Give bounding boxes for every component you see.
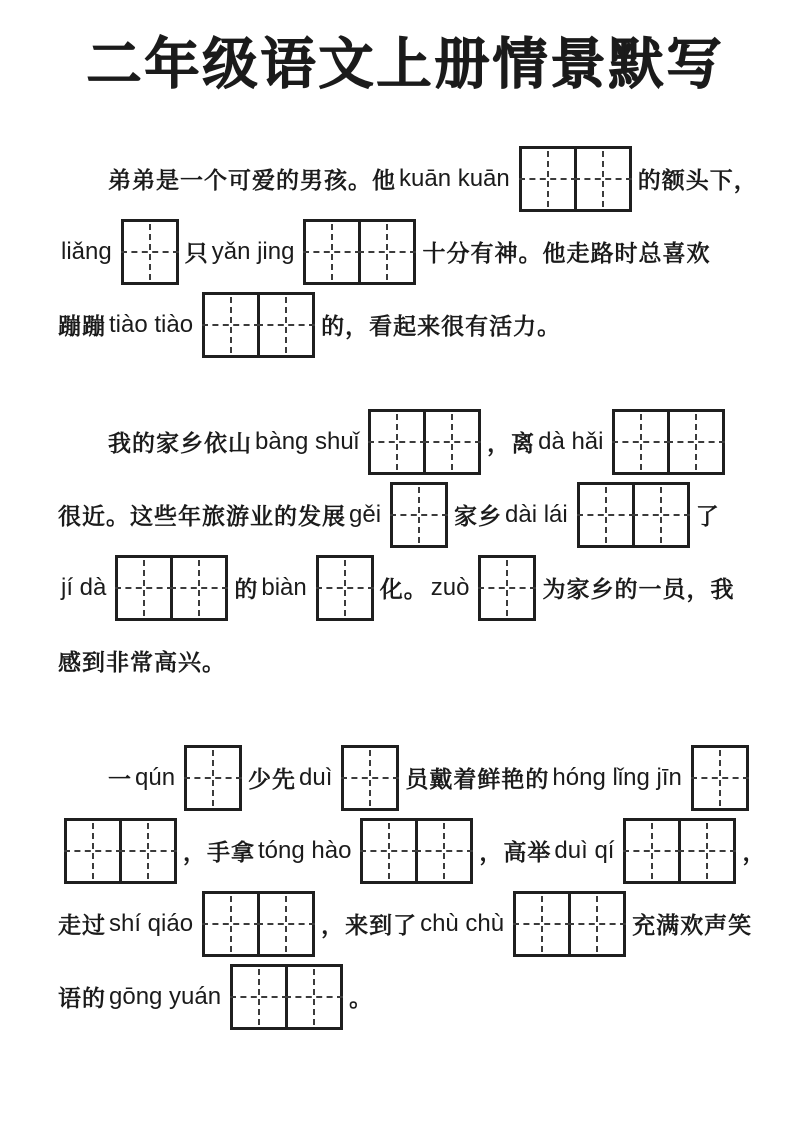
grid-cell[interactable] <box>694 748 746 808</box>
grid-cell[interactable] <box>632 485 687 545</box>
grid-cell[interactable] <box>233 967 285 1027</box>
text-line <box>58 624 753 697</box>
pinyin-text: biàn <box>261 573 307 601</box>
grid-cell[interactable] <box>118 558 170 618</box>
grid-cell[interactable] <box>205 295 257 355</box>
chinese-text: 弟弟是一个可爱的男孩。他 <box>108 168 396 194</box>
chinese-text: 蹦蹦 <box>58 314 106 340</box>
chinese-text: 的额头下， <box>637 168 758 194</box>
chinese-text: 少先 <box>248 767 297 793</box>
pinyin-text: kuān kuān <box>399 164 510 192</box>
pinyin-text: liǎng <box>61 237 112 265</box>
pinyin-text: qún <box>135 763 176 791</box>
answer-box[interactable] <box>64 818 177 884</box>
grid-cell[interactable] <box>393 485 445 545</box>
pinyin-text: yǎn jing <box>211 237 295 265</box>
grid-cell[interactable] <box>574 149 629 209</box>
text-line <box>58 551 753 624</box>
grid-cell[interactable] <box>516 894 568 954</box>
grid-cell[interactable] <box>285 967 340 1027</box>
pinyin-text: tóng hào <box>258 836 352 864</box>
chinese-text: ，离 <box>487 431 536 457</box>
chinese-text: 语的 <box>58 986 106 1012</box>
grid-cell[interactable] <box>257 894 312 954</box>
grid-cell[interactable] <box>568 894 623 954</box>
answer-box[interactable] <box>184 745 242 811</box>
pinyin-text: gōng yuán <box>109 982 222 1010</box>
pinyin-text: hóng lǐng jīn <box>552 763 682 791</box>
grid-cell[interactable] <box>667 412 722 472</box>
pinyin-text: dài lái <box>505 500 568 528</box>
paragraph <box>58 142 758 361</box>
page-title: 二年级语文上册情景默写 <box>86 32 725 96</box>
answer-box[interactable] <box>360 818 473 884</box>
pinyin-text: zuò <box>430 573 470 601</box>
answer-box[interactable] <box>115 555 228 621</box>
pinyin-text: shí qiáo <box>109 909 194 937</box>
grid-cell[interactable] <box>67 821 119 881</box>
text-line <box>58 814 767 887</box>
answer-box[interactable] <box>368 409 481 475</box>
chinese-text: 的 <box>234 577 259 603</box>
pinyin-text: duì qí <box>554 836 615 864</box>
grid-cell[interactable] <box>344 748 396 808</box>
text-line <box>58 405 753 478</box>
pinyin-text: jí dà <box>61 573 107 601</box>
chinese-text: 为家乡的一员，我 <box>542 577 735 603</box>
grid-cell[interactable] <box>124 222 176 282</box>
pinyin-text: chù chù <box>420 909 505 937</box>
chinese-text: 充满欢声笑 <box>632 913 753 939</box>
answer-box[interactable] <box>303 219 416 285</box>
chinese-text: 化。 <box>379 577 428 603</box>
paragraph <box>58 741 767 1033</box>
chinese-text: 员戴着鲜艳的 <box>405 767 550 793</box>
grid-cell[interactable] <box>615 412 667 472</box>
chinese-text: 了 <box>695 504 720 530</box>
answer-box[interactable] <box>513 891 626 957</box>
chinese-text: 一 <box>108 767 132 793</box>
pinyin-text: dà hǎi <box>538 427 604 455</box>
chinese-text: 很近。这些年旅游业的发展 <box>58 504 346 530</box>
answer-box[interactable] <box>230 964 343 1030</box>
grid-cell[interactable] <box>626 821 678 881</box>
chinese-text: ，高举 <box>479 840 552 866</box>
pinyin-text: tiào tiào <box>109 310 194 338</box>
chinese-text: 感到非常高兴。 <box>58 650 226 676</box>
worksheet-lines <box>58 142 767 1033</box>
grid-cell[interactable] <box>522 149 574 209</box>
chinese-text: 的，看起来很有活力。 <box>321 314 562 340</box>
text-line <box>58 887 753 960</box>
chinese-text: 我的家乡依山 <box>108 431 252 457</box>
answer-box[interactable] <box>612 409 725 475</box>
answer-box[interactable] <box>202 891 315 957</box>
grid-cell[interactable] <box>363 821 415 881</box>
answer-box[interactable] <box>519 146 632 212</box>
paragraph <box>58 405 753 697</box>
answer-box[interactable] <box>478 555 536 621</box>
answer-box[interactable] <box>202 292 315 358</box>
grid-cell[interactable] <box>306 222 358 282</box>
grid-cell[interactable] <box>481 558 533 618</box>
grid-cell[interactable] <box>257 295 312 355</box>
grid-cell[interactable] <box>170 558 225 618</box>
grid-cell[interactable] <box>205 894 257 954</box>
pinyin-text: duì <box>299 763 333 791</box>
pinyin-text: gěi <box>349 500 382 528</box>
chinese-text: ，来到了 <box>321 913 418 939</box>
grid-cell[interactable] <box>371 412 423 472</box>
answer-box[interactable] <box>316 555 374 621</box>
answer-box[interactable] <box>390 482 448 548</box>
chinese-text: 家乡 <box>454 504 503 530</box>
grid-cell[interactable] <box>319 558 371 618</box>
text-line <box>58 142 758 215</box>
chinese-text: 。 <box>349 986 374 1012</box>
answer-box[interactable] <box>691 745 749 811</box>
text-line <box>58 215 753 288</box>
text-line <box>58 741 753 814</box>
chinese-text: 十分有神。他走路时总喜欢 <box>422 241 711 267</box>
grid-cell[interactable] <box>187 748 239 808</box>
chinese-text: 走过 <box>58 913 106 939</box>
answer-box[interactable] <box>623 818 736 884</box>
answer-box[interactable] <box>577 482 690 548</box>
pinyin-text: bàng shuǐ <box>255 427 360 455</box>
grid-cell[interactable] <box>119 821 174 881</box>
text-line <box>58 960 753 1033</box>
grid-cell[interactable] <box>678 821 733 881</box>
text-line <box>58 478 753 551</box>
answer-box[interactable] <box>341 745 399 811</box>
text-line <box>58 288 753 361</box>
grid-cell[interactable] <box>423 412 478 472</box>
grid-cell[interactable] <box>358 222 413 282</box>
chinese-text: ，手拿 <box>183 840 255 866</box>
grid-cell[interactable] <box>415 821 470 881</box>
grid-cell[interactable] <box>580 485 632 545</box>
chinese-text: ， <box>742 840 767 866</box>
chinese-text: 只 <box>184 241 209 267</box>
answer-box[interactable] <box>121 219 179 285</box>
